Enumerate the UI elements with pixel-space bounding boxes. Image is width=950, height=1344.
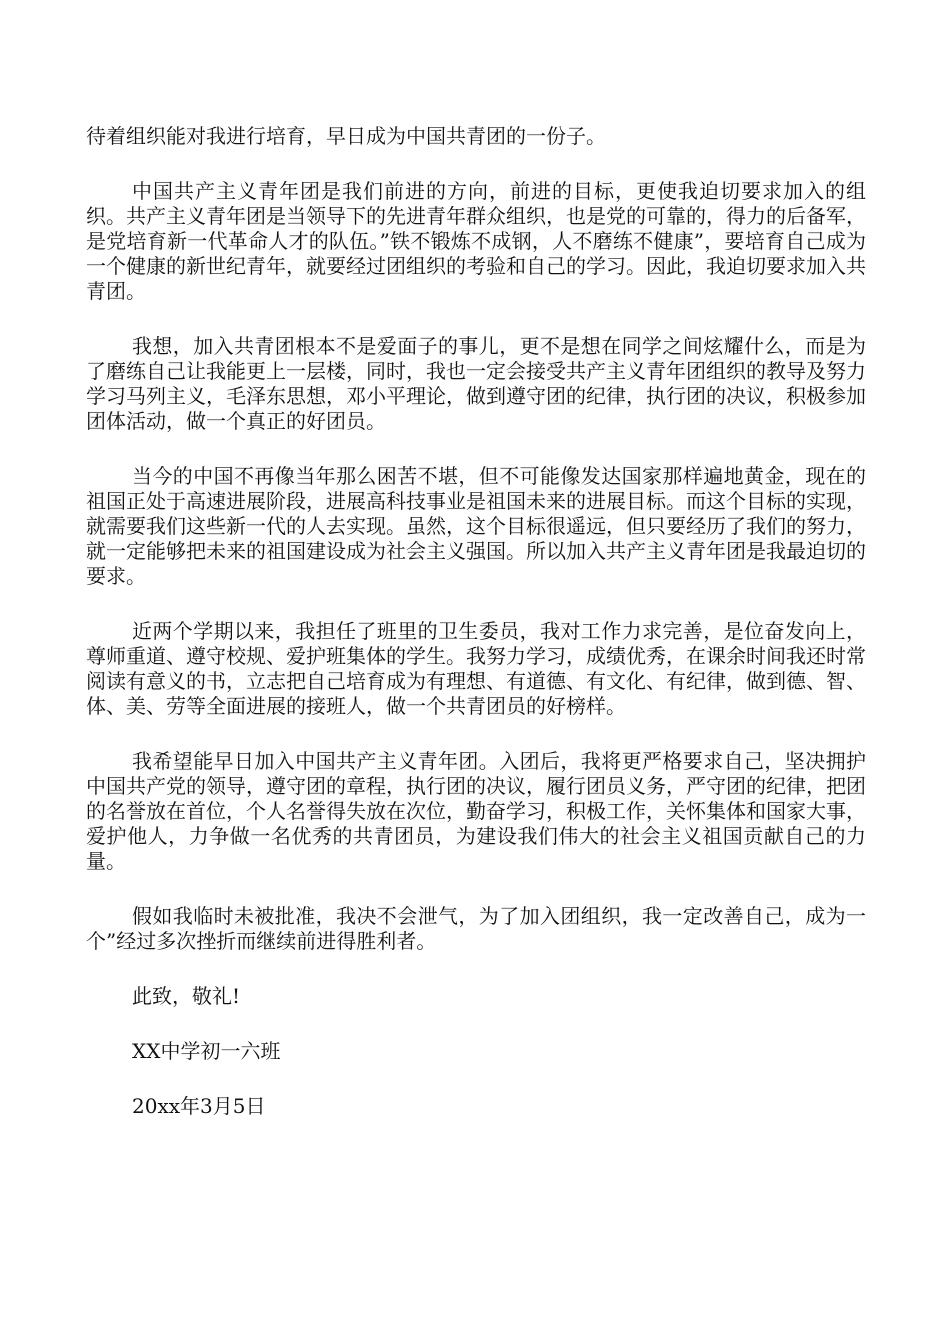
paragraph-direction: 中国共产主义青年团是我们前进的方向，前进的目标，更使我迫切要求加入的组织。共产主义青年团是当领导下的先进青年群众组织，也是党的可靠的，得力的后备军，是党培育新一代革命人才的队伍。”铁不锻炼不成钢，人不磨练不健康”，要培育自己成为一个健康的新世纪青年，就要经过团组织的考验和自己的学习。因此，我迫切要求加入共青团。 <box>86 179 866 303</box>
paragraph-self-introduction: 近两个学期以来，我担任了班里的卫生委员，我对工作力求完善，是位奋发向上，尊师重道、遵守校规、爱护班集体的学生。我努力学习，成绩优秀，在课余时间我还时常阅读有意义的书，立志把自己培育成为有理想、有道德、有文化、有纪律，做到德、智、体、美、劳等全面进展的接班人，做一个共青团员的好榜样。 <box>86 619 866 718</box>
signature: XX中学初一六班 <box>132 1039 281 1063</box>
paragraph-resolve: 假如我临时未被批准，我决不会泄气，为了加入团组织，我一定改善自己，成为一个”经过多次挫折而继续前进得胜利者。 <box>86 904 866 953</box>
paragraph-continuation: 待着组织能对我进行培育，早日成为中国共青团的一份子。 <box>86 124 606 148</box>
paragraph-country: 当今的中国不再像当年那么困苦不堪，但不可能像发达国家那样遍地黄金，现在的祖国正处于高速进展阶段，进展高科技事业是祖国未来的进展目标。而这个目标的实现，就需要我们这些新一代的人去实现。虽然，这个目标很遥远，但只要经历了我们的努力，就一定能够把未来的祖国建设成为社会主义强国。所以加入共产主义青年团是我最迫切的要求。 <box>86 464 866 588</box>
paragraph-commitment: 我希望能早日加入中国共产主义青年团。入团后，我将更严格要求自己，坚决拥护中国共产党的领导，遵守团的章程，执行团的决议，履行团员义务，严守团的纪律，把团的名誉放在首位，个人名誉得失放在次位，勤奋学习，积极工作，关怀集体和国家大事，爱护他人，力争做一名优秀的共青团员，为建设我们伟大的社会主义祖国贡献自己的力量。 <box>86 749 866 873</box>
closing-salutation: 此致，敬礼! <box>132 984 241 1008</box>
date: 20xx年3月5日 <box>132 1094 266 1118</box>
letter-body <box>86 124 866 1119</box>
paragraph-motivation: 我想，加入共青团根本不是爱面子的事儿，更不是想在同学之间炫耀什么，而是为了磨练自己让我能更上一层楼，同时，我也一定会接受共产主义青年团组织的教导及努力学习马列主义，毛泽东思想，邓小平理论，做到遵守团的纪律，执行团的决议，积极参加团体活动，做一个真正的好团员。 <box>86 334 866 433</box>
